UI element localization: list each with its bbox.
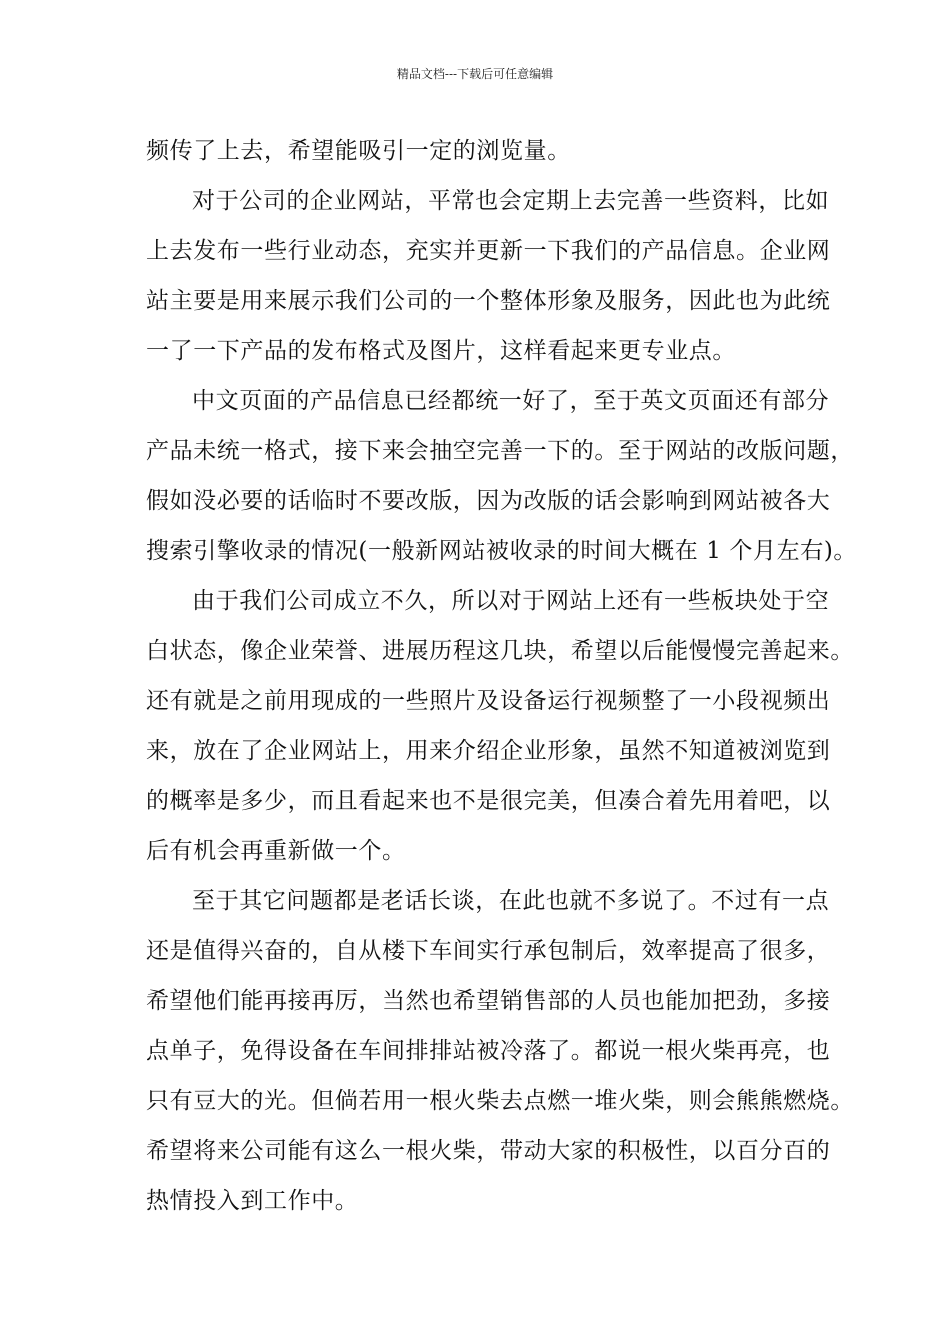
text-line: 还是值得兴奋的，自从楼下车间实行承包制后，效率提高了很多， xyxy=(146,938,831,964)
text-line: 至于其它问题都是老话长谈，在此也就不多说了。不过有一点 xyxy=(192,888,830,914)
paragraph xyxy=(146,376,858,576)
text-line: 热情投入到工作中。 xyxy=(146,1188,359,1214)
text-line: 希望他们能再接再厉，当然也希望销售部的人员也能加把劲，多接 xyxy=(146,988,831,1014)
text-line: 假如没必要的话临时不要改版，因为改版的话会影响到网站被各大 xyxy=(146,488,831,514)
text-line: 白状态，像企业荣誉、进展历程这几块，希望以后能慢慢完善起来。 xyxy=(146,638,854,664)
page-header: 精品文档---下载后可任意编辑 xyxy=(396,67,554,81)
text-line: 由于我们公司成立不久，所以对于网站上还有一些板块处于空 xyxy=(192,588,830,614)
paragraph xyxy=(146,176,831,376)
text-line: 中文页面的产品信息已经都统一好了，至于英文页面还有部分 xyxy=(192,388,830,414)
text-line: 对于公司的企业网站，平常也会定期上去完善一些资料，比如 xyxy=(192,188,830,214)
text-line: 点单子，免得设备在车间排排站被冷落了。都说一根火柴再亮，也 xyxy=(146,1038,831,1064)
text-line: 希望将来公司能有这么一根火柴，带动大家的积极性，以百分百的 xyxy=(146,1138,831,1164)
text-line: 一了一下产品的发布格式及图片，这样看起来更专业点。 xyxy=(146,338,736,364)
text-line: 的概率是多少，而且看起来也不是很完美，但凑合着先用着吧，以 xyxy=(146,788,831,814)
text-line: 搜索引擎收录的情况(一般新网站被收录的时间大概在 1 个月左右)。 xyxy=(146,538,858,564)
text-line: 频传了上去，希望能吸引一定的浏览量。 xyxy=(146,138,571,164)
text-line: 上去发布一些行业动态，充实并更新一下我们的产品信息。企业网 xyxy=(146,238,831,264)
text-line: 来，放在了企业网站上，用来介绍企业形象，虽然不知道被浏览到 xyxy=(146,738,831,764)
paragraph xyxy=(146,576,854,876)
paragraph xyxy=(146,876,854,1226)
text-line: 只有豆大的光。但倘若用一根火柴去点燃一堆火柴，则会熊熊燃烧。 xyxy=(146,1088,854,1114)
text-line: 后有机会再重新做一个。 xyxy=(146,838,406,864)
text-line: 站主要是用来展示我们公司的一个整体形象及服务，因此也为此统 xyxy=(146,288,831,314)
paragraph xyxy=(146,126,816,176)
text-line: 还有就是之前用现成的一些照片及设备运行视频整了一小段视频出 xyxy=(146,688,831,714)
text-line: 产品未统一格式，接下来会抽空完善一下的。至于网站的改版问题， xyxy=(146,438,854,464)
document-body xyxy=(146,126,858,1226)
